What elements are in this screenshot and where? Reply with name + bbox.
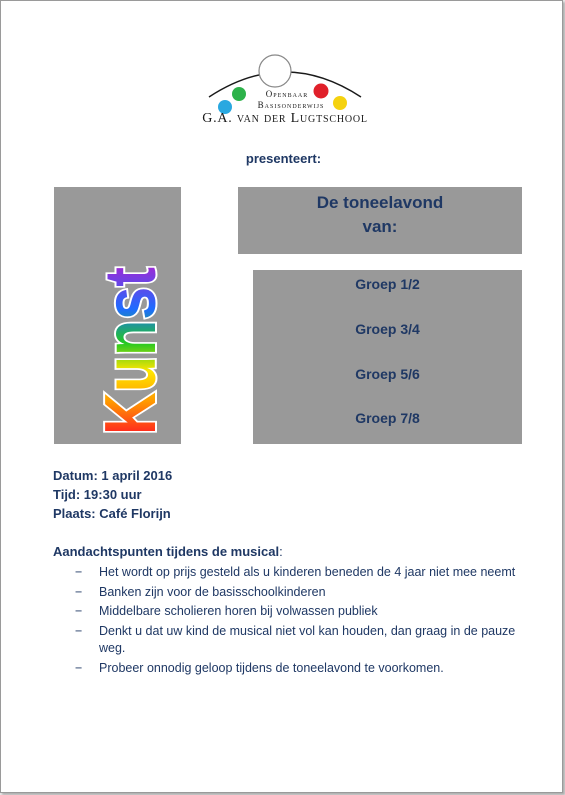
list-item — [53, 584, 523, 602]
group-item: Groep 3/4 — [355, 321, 420, 337]
school-logo — [185, 49, 385, 131]
logo-line-basisonderwijs: Basisonderwijs — [257, 100, 325, 110]
kunst-word: Kunst — [91, 231, 171, 435]
list-dash: − — [75, 584, 83, 599]
list-dash: − — [75, 565, 83, 579]
group-item: Groep 7/8 — [355, 410, 420, 426]
tijd-line: Tijd: 19:30 uur — [53, 487, 142, 502]
list-item — [53, 623, 523, 658]
logo-line-openbaar: Openbaar — [265, 89, 309, 99]
groups-box — [253, 270, 522, 444]
list-item-text: Probeer onnodig geloop tijdens de toneelavond te voorkomen. — [99, 660, 444, 675]
list-item — [53, 660, 523, 678]
list-dash: − — [75, 623, 83, 638]
title-line-1: De toneelavond — [316, 193, 444, 212]
aandachtspunten-heading — [53, 544, 283, 559]
kunst-banner — [54, 187, 181, 444]
toneelavond-title-box — [238, 187, 522, 254]
group-item: Groep 1/2 — [355, 276, 420, 292]
list-item-text: Banken zijn voor de basisschoolkinderen — [99, 584, 326, 599]
list-item-text: Middelbare scholieren horen bij volwassen publiek — [99, 604, 378, 618]
logo-school-name: G.A. van der Lugtschool — [202, 111, 368, 126]
list-dash: − — [75, 660, 83, 675]
aandachtspunten-heading-text: Aandachtspunten tijdens de musical — [53, 544, 280, 559]
aandachtspunten-colon: : — [279, 544, 283, 559]
title-line-2: van: — [362, 217, 398, 236]
group-item: Groep 5/6 — [355, 366, 420, 382]
list-item — [53, 603, 523, 621]
kunst-graphic — [54, 187, 181, 444]
presenteert-label: presenteert: — [245, 151, 322, 166]
plaats-line: Plaats: Café Florijn — [53, 506, 171, 521]
list-item-text: Denkt u dat uw kind de musical niet vol kan houden, dan graag in de pauze weg. — [99, 623, 516, 655]
list-item — [53, 564, 523, 582]
list-dash: − — [75, 604, 83, 618]
datum-line: Datum: 1 april 2016 — [53, 468, 173, 483]
aandachtspunten-list — [53, 564, 523, 679]
list-item-text: Het wordt op prijs gesteld als u kinderen beneden de 4 jaar niet mee neemt — [99, 565, 516, 579]
